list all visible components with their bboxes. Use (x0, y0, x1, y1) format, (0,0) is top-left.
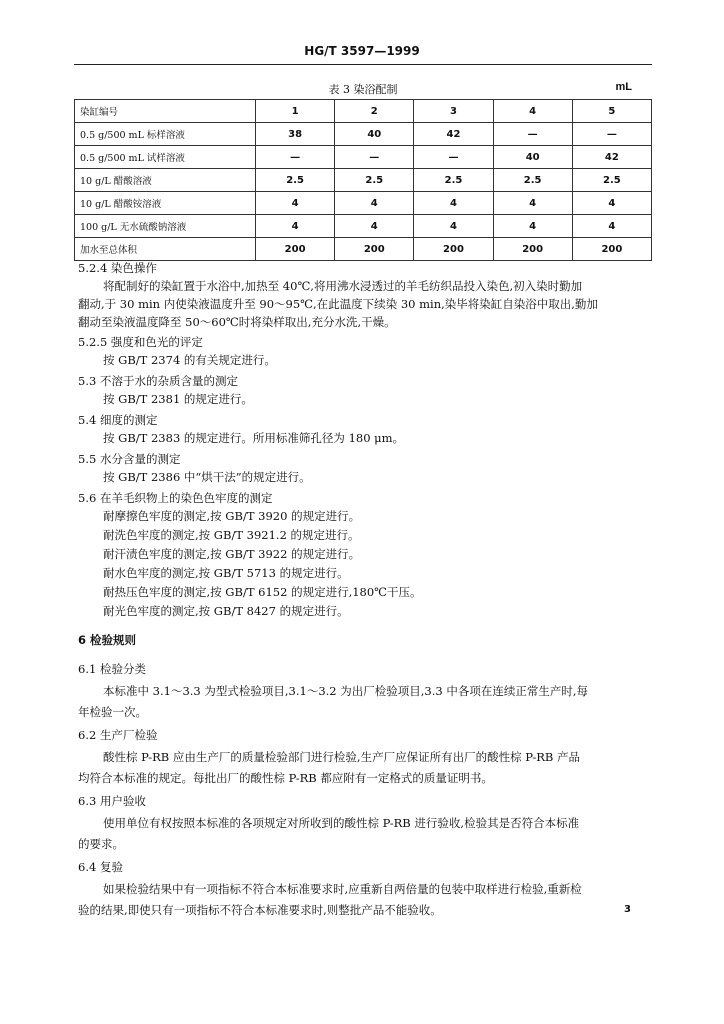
table-cell: 4 (256, 192, 335, 215)
clause-heading: 5.2.5 强度和色光的评定 (78, 335, 203, 349)
column-header: 4 (493, 100, 572, 123)
body-line: 如果检验结果中有一项指标不符合本标准要求时,应重新自两倍量的包装中取样进行检验,重新检 (103, 882, 582, 896)
table-cell: 4 (335, 215, 414, 238)
table-cell: — (256, 146, 335, 169)
table-cell: 4 (572, 192, 651, 215)
table-cell: 2.5 (493, 169, 572, 192)
table-cell: 38 (256, 123, 335, 146)
row-label: 100 g/L 无水硫酸钠溶液 (75, 215, 256, 238)
clause-heading: 5.6 在羊毛织物上的染色色牢度的测定 (78, 491, 273, 505)
table-cell: 40 (493, 146, 572, 169)
table-cell: 4 (256, 215, 335, 238)
body-line: 耐热压色牢度的测定,按 GB/T 6152 的规定进行,180℃干压。 (103, 585, 422, 599)
body-line: 按 GB/T 2383 的规定进行。所用标准筛孔径为 180 μm。 (103, 431, 405, 445)
row-label: 10 g/L 醋酸铵溶液 (75, 192, 256, 215)
body-line: 按 GB/T 2381 的规定进行。 (103, 392, 253, 406)
body-line: 本标准中 3.1～3.3 为型式检验项目,3.1～3.2 为出厂检验项目,3.3 中各项在连续正常生产时,每 (103, 684, 589, 698)
clause-heading: 5.5 水分含量的测定 (78, 452, 181, 466)
table-row (75, 146, 652, 169)
clause-heading: 5.3 不溶于水的杂质含量的测定 (78, 374, 238, 388)
row-label: 0.5 g/500 mL 试样溶液 (75, 146, 256, 169)
clause-heading: 6.1 检验分类 (78, 662, 146, 676)
table-cell: 40 (335, 123, 414, 146)
column-header: 2 (335, 100, 414, 123)
table-row (75, 215, 652, 238)
table-cell: 42 (414, 123, 493, 146)
table-header-row (75, 100, 652, 123)
table-head-label: 染缸编号 (75, 100, 256, 123)
table-caption-row (74, 81, 652, 95)
table-cell: — (572, 123, 651, 146)
column-header: 1 (256, 100, 335, 123)
table-cell: 2.5 (414, 169, 493, 192)
body-line: 翻动至染液温度降至 50～60℃时将染样取出,充分水洗,干燥。 (78, 315, 396, 329)
clause-heading: 5.4 细度的测定 (78, 413, 158, 427)
table-cell: — (414, 146, 493, 169)
body-line: 耐洗色牢度的测定,按 GB/T 3921.2 的规定进行。 (103, 528, 360, 542)
table-cell: 200 (335, 238, 414, 261)
table-cell: 4 (572, 215, 651, 238)
body-line: 耐汗渍色牢度的测定,按 GB/T 3922 的规定进行。 (103, 547, 361, 561)
table-row (75, 238, 652, 261)
table-cell: 4 (414, 192, 493, 215)
table-cell: 4 (493, 215, 572, 238)
table-cell: 200 (256, 238, 335, 261)
body-line: 酸性棕 P-RB 应由生产厂的质量检验部门进行检验,生产厂应保证所有出厂的酸性棕 P-RB 产品 (103, 750, 580, 764)
table-cell: 2.5 (256, 169, 335, 192)
dye-bath-table (74, 99, 652, 261)
row-label: 10 g/L 醋酸溶液 (75, 169, 256, 192)
body-line: 验的结果,即使只有一项指标不符合本标准要求时,则整批产品不能验收。 (78, 903, 442, 917)
page-number: 3 (624, 904, 631, 915)
table-cell: 200 (414, 238, 493, 261)
body-line: 均符合本标准的规定。每批出厂的酸性棕 P-RB 都应附有一定格式的质量证明书。 (78, 771, 493, 785)
table-caption: 表 3 染浴配制 (328, 83, 398, 96)
body-line: 按 GB/T 2374 的有关规定进行。 (103, 353, 276, 367)
body-line: 使用单位有权按照本标准的各项规定对所收到的酸性棕 P-RB 进行验收,检验其是否符合本标准 (103, 816, 580, 830)
body-line: 翻动,于 30 min 内使染液温度升至 90～95℃,在此温度下续染 30 min,染毕将染缸自染浴中取出,勤加 (78, 297, 598, 311)
body-line: 耐水色牢度的测定,按 GB/T 5713 的规定进行。 (103, 566, 349, 580)
table-cell: — (493, 123, 572, 146)
table-unit: mL (615, 81, 632, 93)
table-cell: 4 (414, 215, 493, 238)
row-label: 加水至总体积 (75, 238, 256, 261)
table-cell: 2.5 (572, 169, 651, 192)
table-cell: 4 (493, 192, 572, 215)
table-row (75, 169, 652, 192)
table-cell: 2.5 (335, 169, 414, 192)
column-header: 5 (572, 100, 651, 123)
table-cell: 200 (572, 238, 651, 261)
document-header: HG/T 3597—1999 (304, 44, 420, 58)
table-row (75, 192, 652, 215)
row-label: 0.5 g/500 mL 标样溶液 (75, 123, 256, 146)
table-cell: 42 (572, 146, 651, 169)
body-line: 将配制好的染缸置于水浴中,加热至 40℃,将用沸水浸透过的羊毛纺织品投入染色,初入染时勤加 (103, 279, 583, 293)
body-line: 的要求。 (78, 837, 124, 851)
clause-heading: 5.2.4 染色操作 (78, 261, 157, 275)
header-rule (74, 64, 652, 65)
clause-heading: 6.3 用户验收 (78, 794, 146, 808)
clause-heading: 6.4 复验 (78, 860, 123, 874)
table-cell: — (335, 146, 414, 169)
body-line: 耐摩擦色牢度的测定,按 GB/T 3920 的规定进行。 (103, 509, 361, 523)
section-heading: 6 检验规则 (78, 633, 137, 647)
body-line: 年检验一次。 (78, 705, 147, 719)
table-row (75, 123, 652, 146)
body-line: 耐光色牢度的测定,按 GB/T 8427 的规定进行。 (103, 604, 349, 618)
body-line: 按 GB/T 2386 中“烘干法”的规定进行。 (103, 470, 311, 484)
column-header: 3 (414, 100, 493, 123)
clause-heading: 6.2 生产厂检验 (78, 728, 158, 742)
table-cell: 200 (493, 238, 572, 261)
table-cell: 4 (335, 192, 414, 215)
